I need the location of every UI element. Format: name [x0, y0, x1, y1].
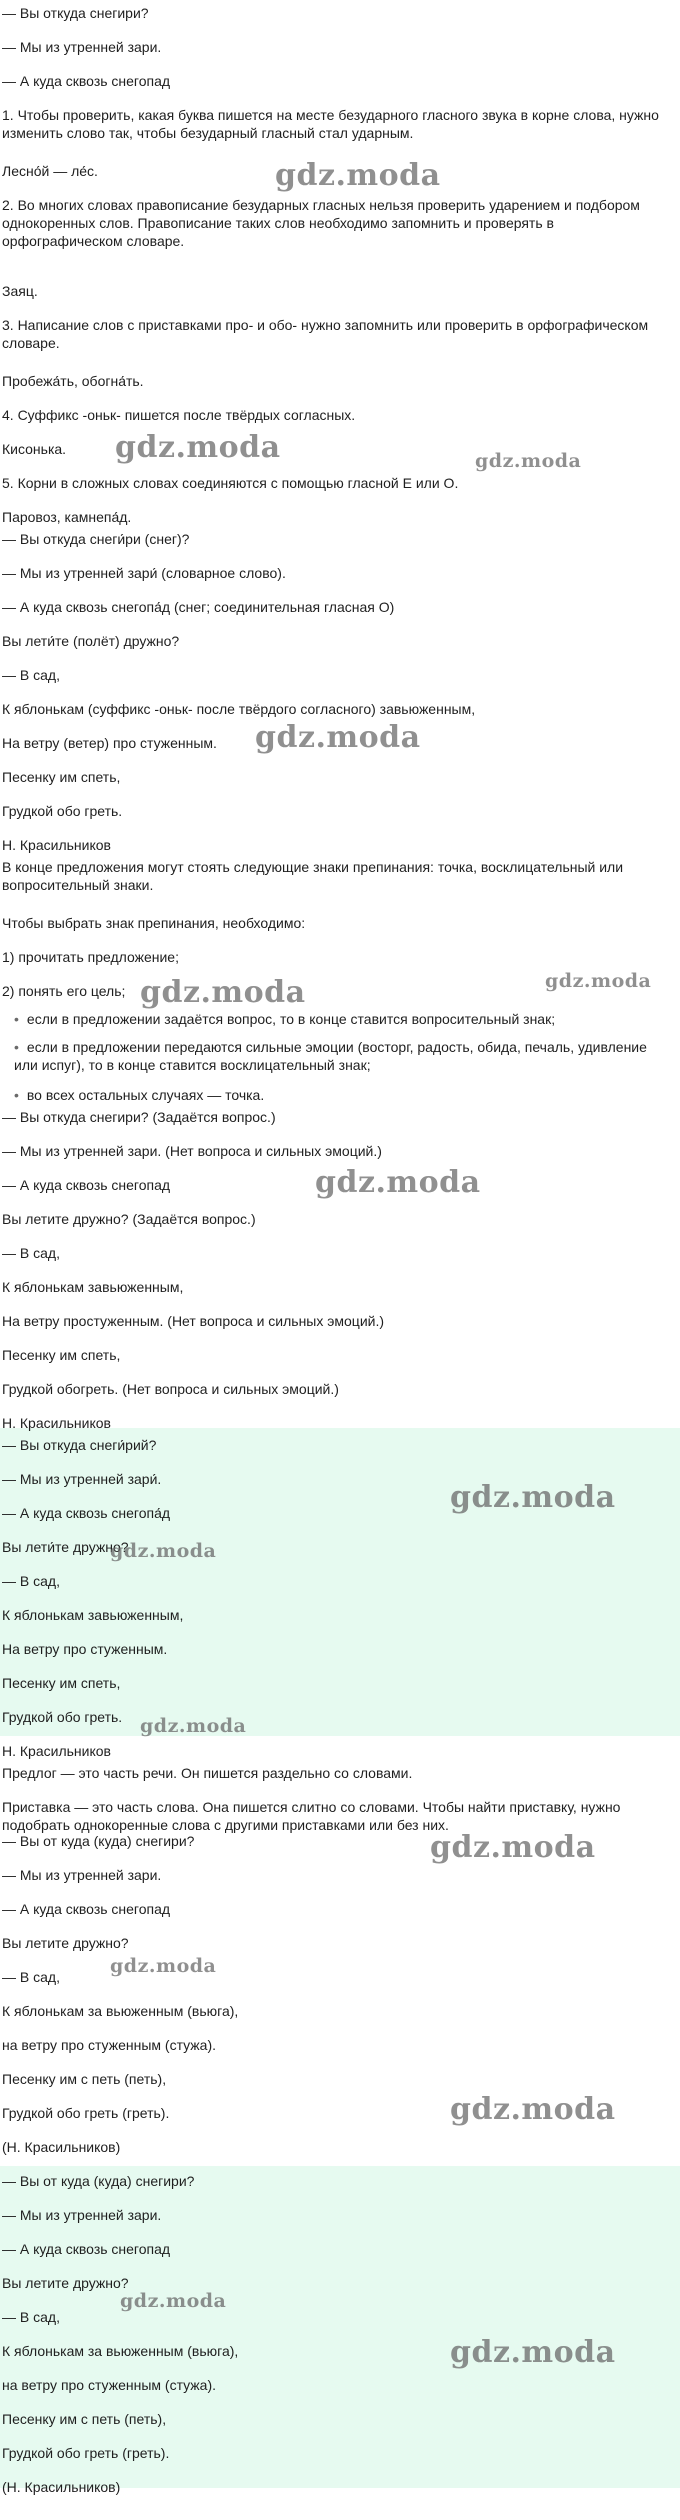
- text-line: — А куда сквозь снегопад: [2, 73, 171, 89]
- bullet-item: • во всех остальных случаях — точка.: [14, 1086, 674, 1104]
- text-line: — Вы откуда снегири? (Задаётся вопрос.): [2, 1109, 276, 1125]
- watermark-logo: gdz.moda: [475, 450, 582, 472]
- text-line: Песенку им с петь (петь),: [2, 2071, 167, 2087]
- text-line: на ветру про стуженным (стужа).: [2, 2037, 216, 2053]
- watermark-logo: gdz.moda: [430, 1830, 596, 1865]
- text-line: На ветру про стуженным.: [2, 1641, 168, 1657]
- text-line: 2) понять его цель;: [2, 983, 126, 999]
- text-line: (Н. Красильников): [2, 2479, 121, 2495]
- text-line: — А куда сквозь снегопа́д (снег; соединительная гласная О): [2, 599, 395, 615]
- text-line: — Мы из утренней зари.: [2, 39, 162, 55]
- watermark-logo: gdz.moda: [275, 158, 441, 193]
- text-line: — В сад,: [2, 2309, 60, 2325]
- text-line: Кисонька.: [2, 441, 67, 457]
- text-line: — Вы от куда (куда) снегири?: [2, 2173, 195, 2189]
- text-line: — Вы от куда (куда) снегири?: [2, 1833, 195, 1849]
- watermark-logo: gdz.moda: [140, 975, 306, 1010]
- text-line: — Вы откуда снеги́рий?: [2, 1437, 157, 1453]
- text-line: К яблонькам за вьюженным (вьюга),: [2, 2003, 239, 2019]
- text-line: — В сад,: [2, 1969, 60, 1985]
- text-line: Паровоз, камнепа́д.: [2, 509, 132, 525]
- watermark-logo: gdz.moda: [450, 2335, 616, 2370]
- text-line: Вы лети́те дружно?: [2, 1539, 129, 1555]
- text-line: Вы лети́те (полёт) дружно?: [2, 633, 180, 649]
- text-line: К яблонькам (суффикс -оньк- после твёрдого согласного) завьюженным,: [2, 701, 476, 717]
- text-line: Н. Красильников: [2, 1743, 111, 1759]
- text-line: 5. Корни в сложных словах соединяются с помощью гласной Е или О.: [2, 475, 459, 491]
- text-line: Вы летите дружно?: [2, 2275, 129, 2291]
- watermark-logo: gdz.moda: [450, 1480, 616, 1515]
- text-line: — А куда сквозь снегопад: [2, 1901, 171, 1917]
- watermark-logo: gdz.moda: [545, 970, 652, 992]
- text-line: — А куда сквозь снегопа́д: [2, 1505, 171, 1521]
- watermark-logo: gdz.moda: [450, 2092, 616, 2127]
- text-line: — Мы из утренней зари. (Нет вопроса и сильных эмоций.): [2, 1143, 382, 1159]
- text-line: Вы летите дружно?: [2, 1935, 129, 1951]
- text-line: — А куда сквозь снегопад: [2, 1177, 171, 1193]
- text-line: Грудкой обо греть.: [2, 803, 123, 819]
- text-line: Чтобы выбрать знак препинания, необходимо:: [2, 915, 306, 931]
- text-line: 4. Суффикс -оньк- пишется после твёрдых согласных.: [2, 407, 356, 423]
- text-line: — А куда сквозь снегопад: [2, 2241, 171, 2257]
- text-line: Грудкой обо греть.: [2, 1709, 123, 1725]
- watermark-logo: gdz.moda: [110, 1955, 217, 1977]
- text-line: Н. Красильников: [2, 1415, 111, 1431]
- text-line: 1) прочитать предложение;: [2, 949, 179, 965]
- text-line: Предлог — это часть речи. Он пишется раздельно со словами.: [2, 1765, 413, 1781]
- watermark-logo: gdz.moda: [315, 1165, 481, 1200]
- watermark-logo: gdz.moda: [110, 1540, 217, 1562]
- watermark-logo: gdz.moda: [115, 430, 281, 465]
- text-line: Грудкой обо греть (греть).: [2, 2105, 170, 2121]
- bullet-item: • если в предложении передаются сильные эмоции (восторг, радость, обида, печаль, удивление или испуг), то в конце ставится восклицательный знак;: [14, 1038, 674, 1074]
- text-line: 1. Чтобы проверить, какая буква пишется на месте безударного гласного звука в корне слова, нужно изменить слово так, чтобы безударный гласный стал ударным.: [2, 107, 659, 141]
- text-line: 3. Написание слов с приставками про- и обо- нужно запомнить или проверить в орфографическом словаре.: [2, 317, 649, 351]
- text-line: Н. Красильников: [2, 837, 111, 853]
- text-line: 2. Во многих словах правописание безударных гласных нельзя проверить ударением и подбором однокоренных слов. Правописание таких слов необходимо запомнить и проверять в орфографическом словаре.: [2, 197, 640, 249]
- text-line: — Мы из утренней зари.: [2, 1867, 162, 1883]
- text-line: Вы летите дружно? (Задаётся вопрос.): [2, 1211, 256, 1227]
- text-line: Пробежа́ть, обогна́ть.: [2, 373, 144, 389]
- watermark-logo: gdz.moda: [120, 2290, 227, 2312]
- text-line: На ветру простуженным. (Нет вопроса и сильных эмоций.): [2, 1313, 385, 1329]
- text-line: Песенку им с петь (петь),: [2, 2411, 167, 2427]
- text-line: — Мы из утренней зари́.: [2, 1471, 162, 1487]
- text-line: Заяц.: [2, 283, 38, 299]
- text-line: на ветру про стуженным (стужа).: [2, 2377, 216, 2393]
- text-line: К яблонькам завьюженным,: [2, 1607, 184, 1623]
- bullet-item: • если в предложении задаётся вопрос, то в конце ставится вопросительный знак;: [14, 1010, 674, 1028]
- text-line: — Вы откуда снегири?: [2, 5, 149, 21]
- text-line: Грудкой обо греть (греть).: [2, 2445, 170, 2461]
- text-line: — В сад,: [2, 667, 60, 683]
- text-line: — Мы из утренней зари.: [2, 2207, 162, 2223]
- text-line: На ветру (ветер) про стуженным.: [2, 735, 217, 751]
- text-line: Грудкой обогреть. (Нет вопроса и сильных эмоций.): [2, 1381, 339, 1397]
- text-line: Песенку им спеть,: [2, 1675, 121, 1691]
- text-line: К яблонькам завьюженным,: [2, 1279, 184, 1295]
- text-line: Песенку им спеть,: [2, 769, 121, 785]
- text-line: Лесно́й — ле́с.: [2, 163, 98, 179]
- text-line: Приставка — это часть слова. Она пишется слитно со словами. Чтобы найти приставку, нужно подобрать однокоренные слова с другими приставками или без них.: [2, 1799, 621, 1833]
- text-line: — Мы из утренней зари́ (словарное слово).: [2, 565, 286, 581]
- text-line: — В сад,: [2, 1573, 60, 1589]
- text-line: К яблонькам за вьюженным (вьюга),: [2, 2343, 239, 2359]
- watermark-logo: gdz.moda: [140, 1715, 247, 1737]
- text-line: — В сад,: [2, 1245, 60, 1261]
- text-line: (Н. Красильников): [2, 2139, 121, 2155]
- text-line: — Вы откуда снеги́ри (снег)?: [2, 531, 190, 547]
- text-line: В конце предложения могут стоять следующие знаки препинания: точка, восклицательный или вопросительный знаки.: [2, 859, 624, 893]
- text-line: Песенку им спеть,: [2, 1347, 121, 1363]
- watermark-logo: gdz.moda: [255, 720, 421, 755]
